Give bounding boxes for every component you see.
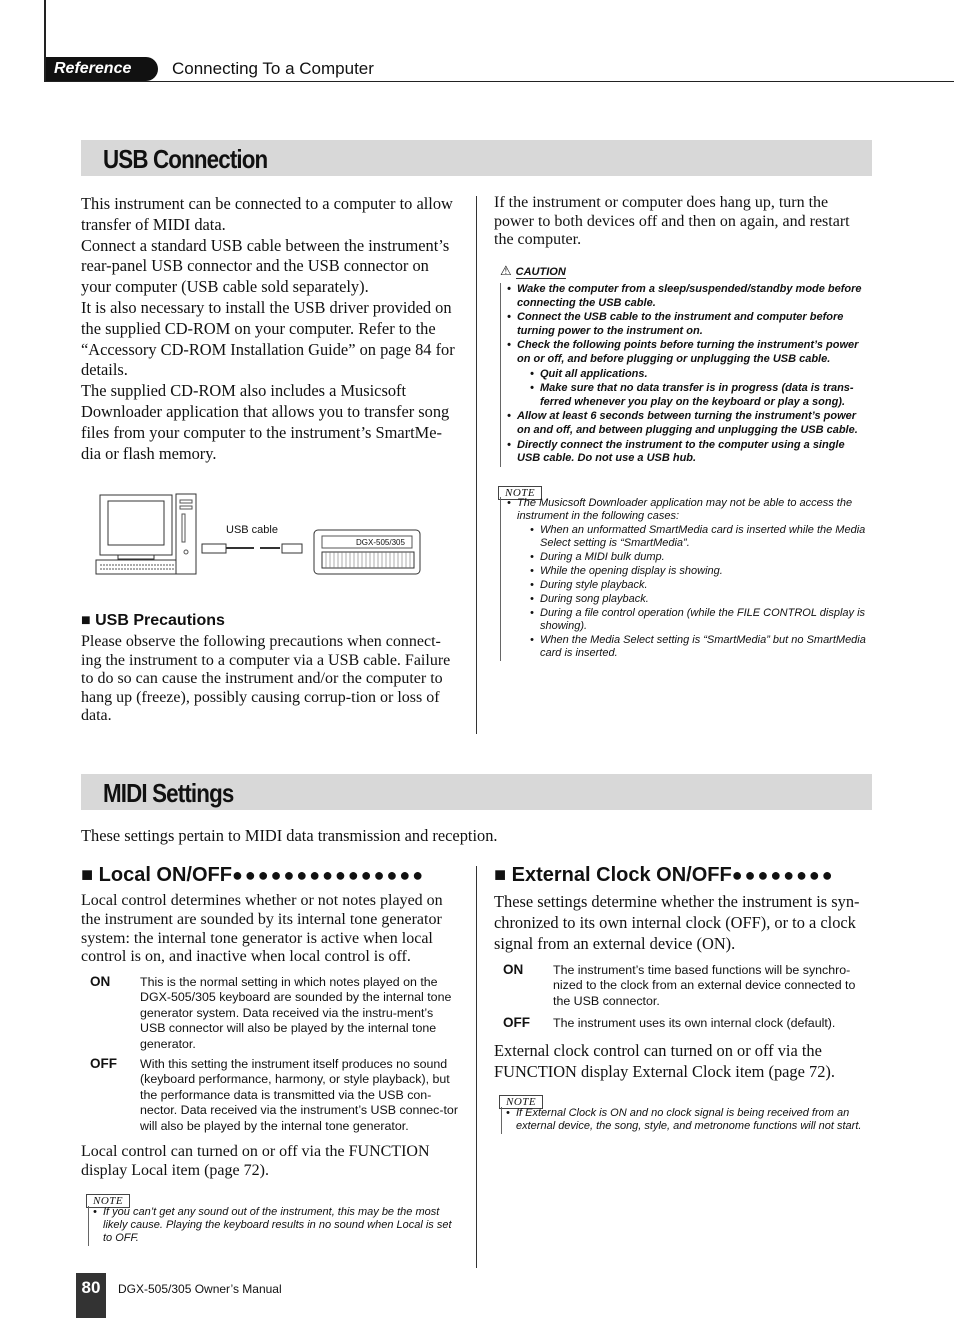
clock-footer: External clock control can turned on or off via the FUNCTION display External Clock item (page 72). — [494, 1041, 835, 1081]
midi-section-title: MIDI Settings — [103, 778, 234, 808]
usb-intro-p3: It is also necessary to install the USB driver provided on the supplied CD-ROM on your computer. Refer to the “Accessory CD-ROM Installation Guide” on page 84 for details. — [81, 297, 455, 380]
header-rule — [44, 81, 954, 82]
caution-list — [500, 283, 870, 467]
local-note-text: • If you can’t get any sound out of the instrument, this may be the most likely cause. Playing the keyboard results in no sound when Local is set to OFF. — [93, 1206, 460, 1245]
midi-section-bar — [81, 774, 872, 810]
usb-cable-label: USB cable — [226, 524, 278, 536]
usb-precautions-heading: ■ USB Precautions — [81, 612, 225, 629]
usb-intro-p1: This instrument can be connected to a computer to allow transfer of MIDI data. — [81, 194, 453, 234]
local-footer: Local control can turned on or off via the FUNCTION display Local item (page 72). — [81, 1143, 430, 1179]
midi-intro: These settings pertain to MIDI data transmission and reception. — [81, 826, 498, 845]
usb-note-subitem: • During a MIDI bulk dump. — [530, 551, 872, 564]
local-on-label: ON — [90, 974, 111, 989]
usb-note-subitem: • While the opening display is showing. — [530, 565, 872, 578]
local-heading-text: Local ON/OFF — [98, 864, 232, 886]
usb-note-subitem: • During a file control operation (while the FILE CONTROL display is showing). — [530, 607, 872, 633]
usb-precautions-heading-text: USB Precautions — [95, 612, 225, 629]
caution-header — [500, 262, 566, 280]
usb-precautions-text: Please observe the following precautions when connect-ing the instrument to a computer via a USB cable. Failure to do so can cause the instrument and/or the computer to hang up (freeze), possibly causing corrup-tion or loss of data. — [81, 633, 451, 725]
heading-dot-leader: ●●●●●●●●●●●●●●● — [231, 865, 426, 885]
reference-badge: Reference — [46, 57, 158, 81]
clock-heading-text: External Clock ON/OFF — [511, 864, 732, 886]
usb-section-title: USB Connection — [103, 144, 268, 174]
caution-label: CAUTION — [515, 266, 566, 278]
local-off-label: OFF — [90, 1056, 117, 1071]
clock-off-text: The instrument uses its own internal clock (default). — [553, 1016, 836, 1030]
usb-note-main: • The Musicsoft Downloader application may not be able to access the instrument in the following cases: — [507, 497, 872, 523]
usb-connection-figure — [94, 490, 424, 580]
caution-item: • Connect the USB cable to the instrument and computer before turning power to the instrument on. — [507, 311, 870, 338]
manual-title: DGX-505/305 Owner’s Manual — [118, 1282, 282, 1296]
clock-heading: ■ External Clock ON/OFF●●●●●●●● — [494, 864, 835, 886]
local-on-text: This is the normal setting in which notes played on the DGX-505/305 keyboard are sounded by the internal tone generator system. Data received via the instru-ment’s USB connector will also be played by the internal tone generator. — [140, 975, 452, 1051]
page-number: 80 — [76, 1273, 106, 1318]
usb-note-label: NOTE — [498, 486, 542, 500]
clock-text: These settings determine whether the instrument is syn-chronized to its own internal clock (OFF), or to a clock signal from an external device (ON). — [494, 892, 860, 953]
warning-icon: ⚠ — [500, 263, 512, 278]
column-divider-bottom — [476, 866, 477, 1268]
caution-item: • Check the following points before turning the instrument’s power on or off, and before plugging or unplugging the USB cable. — [507, 339, 870, 366]
caution-subitem: • Quit all applications. — [530, 368, 870, 382]
usb-intro — [81, 194, 461, 464]
clock-note-label: NOTE — [499, 1095, 543, 1109]
breadcrumb: Connecting To a Computer — [172, 59, 374, 78]
caution-item: • Wake the computer from a sleep/suspended/standby mode before connecting the USB cable. — [507, 283, 870, 310]
clock-on-label: ON — [503, 962, 524, 977]
usb-section-bar — [81, 140, 872, 176]
keyboard-model-label: DGX-505/305 — [356, 538, 405, 547]
clock-on-text: The instrument’s time based functions will be synchro-nized to the clock from an external device connected to the USB connector. — [553, 963, 856, 1008]
heading-dot-leader: ●●●●●●●● — [731, 865, 835, 885]
local-text: Local control determines whether or not notes played on the instrument are sounded by its internal tone generator system: the internal tone generator is active when local control is on, and inactive when local control is off. — [81, 892, 443, 966]
usb-note-subitem: • When an unformatted SmartMedia card is inserted while the Media Select setting is “SmartMedia”. — [530, 524, 872, 550]
local-off-text: With this setting the instrument itself produces no sound (keyboard performance, harmony, or style playback), but the performance data is transmitted via the USB con-nector. Data received via the instrument’s USB connec-tor will also be played by the internal tone generator. — [140, 1057, 458, 1133]
usb-note-subitem: • When the Media Select setting is “SmartMedia” but no SmartMedia card is inserted. — [530, 634, 872, 660]
usb-note-subitem: • During song playback. — [530, 593, 872, 606]
usb-note-subitem: • During style playback. — [530, 579, 872, 592]
clock-note-text: • If External Clock is ON and no clock signal is being received from an external device, the song, style, and metronome functions will not start. — [506, 1107, 873, 1133]
caution-item: • Directly connect the instrument to the computer using a single USB cable. Do not use a USB hub. — [507, 439, 870, 466]
local-heading: ■ Local ON/OFF●●●●●●●●●●●●●●● — [81, 864, 426, 886]
clock-note — [501, 1107, 873, 1134]
caution-item: • Allow at least 6 seconds between turning the instrument’s power on and off, and between plugging and unplugging the USB cable. — [507, 410, 870, 437]
usb-hang-text: If the instrument or computer does hang up, turn the power to both devices off and then on again, and restart the computer. — [494, 194, 850, 249]
caution-subitem: • Make sure that no data transfer is in progress (data is trans-ferred whenever you play on the keyboard or play a song). — [530, 382, 870, 409]
local-note-label: NOTE — [86, 1194, 130, 1208]
usb-intro-p2: Connect a standard USB cable between the instrument’s rear-panel USB connector and the USB connector on your computer (USB cable sold separately). — [81, 235, 450, 297]
column-divider-top — [476, 196, 477, 734]
usb-note-list — [500, 497, 872, 661]
local-note — [88, 1206, 460, 1246]
usb-intro-p4: The supplied CD-ROM also includes a Musicsoft Downloader application that allows you to transfer song files from your computer to the instrument’s SmartMe-dia or flash memory. — [81, 381, 450, 463]
clock-off-label: OFF — [503, 1015, 530, 1030]
